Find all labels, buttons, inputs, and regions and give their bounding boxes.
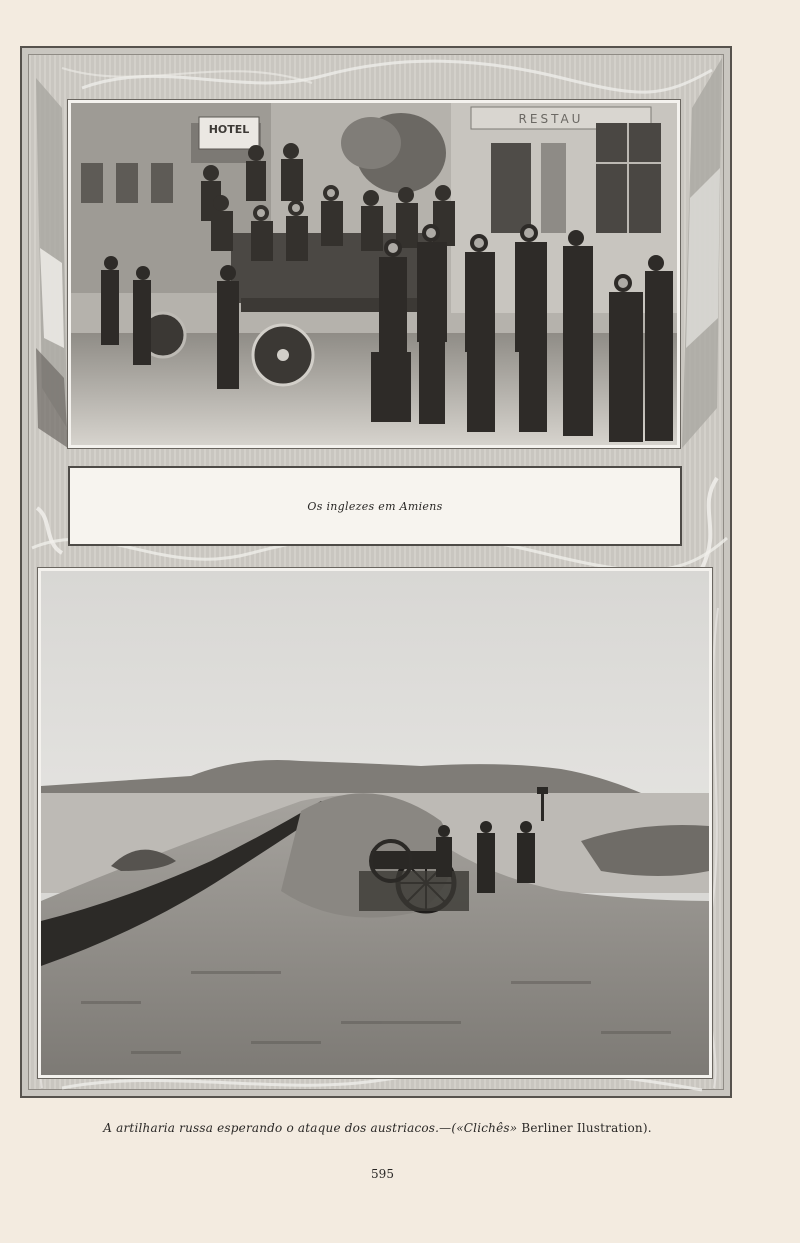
photo-english-troops-amiens (68, 100, 680, 448)
bottom-caption-credit: Berliner Ilustration). (517, 1121, 652, 1135)
page-number: 595 (371, 1167, 394, 1181)
top-caption-text: Os inglezes em Amiens (307, 499, 443, 513)
svg-text:HOTEL: HOTEL (208, 123, 250, 136)
photo-russian-artillery (38, 568, 712, 1078)
hotel-sign (199, 117, 259, 149)
restaurant-sign: RESTAU (518, 112, 584, 126)
top-caption-box (68, 466, 682, 546)
bottom-caption (0, 1121, 755, 1135)
bottom-caption-italic: A artilharia russa esperando o ataque dos austriacos.—(«Clichês» (103, 1121, 518, 1135)
